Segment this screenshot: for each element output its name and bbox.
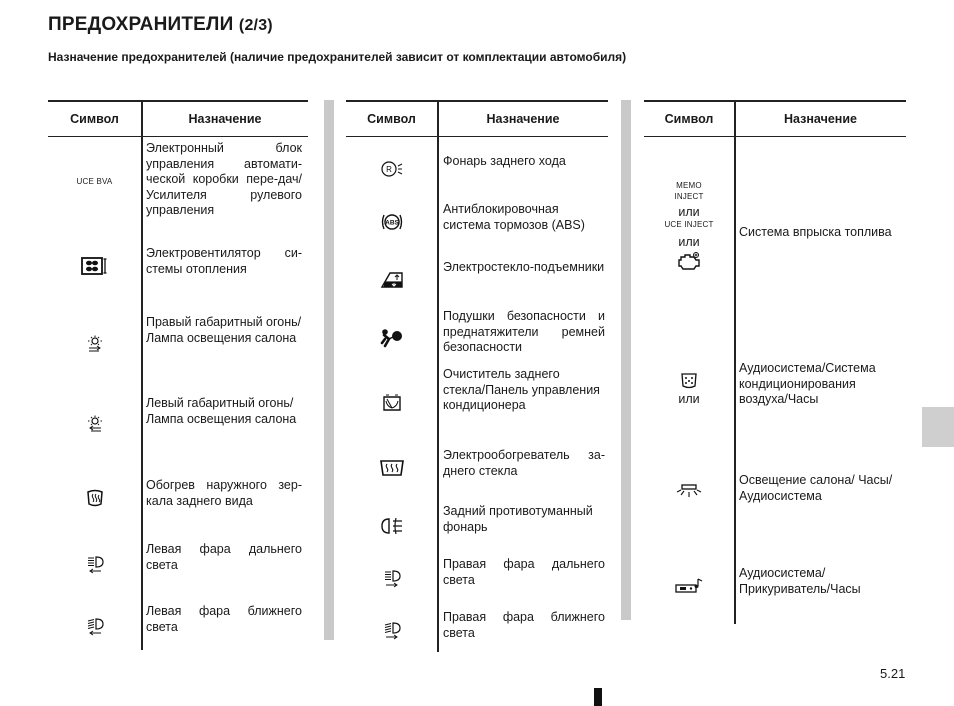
fuse-description: Аудиосистема/Система кондиционирования воздуха/Часы bbox=[739, 361, 876, 406]
fuse-description: Система впрыска топлива bbox=[739, 225, 892, 239]
or-label: или bbox=[678, 235, 700, 249]
fuse-description: Задний противотуманный фонарь bbox=[443, 504, 593, 534]
header-symbol: Символ bbox=[367, 112, 416, 126]
fuse-description: Очиститель заднего стекла/Панель управления кондиционера bbox=[443, 367, 600, 412]
header-purpose: Назначение bbox=[188, 112, 262, 126]
fuse-description: Левая фара ближнего света bbox=[146, 604, 302, 634]
fuse-description: Обогрев наружного зер-кала заднего вида bbox=[146, 478, 302, 508]
header-purpose: Назначение bbox=[486, 112, 560, 126]
left-low-beam-icon bbox=[85, 616, 105, 636]
or-label: или bbox=[678, 392, 700, 406]
fuse-description: Электростекло-подъемники bbox=[443, 260, 605, 274]
fuse-description: Фонарь заднего хода bbox=[443, 154, 566, 168]
radio-icon bbox=[674, 576, 704, 596]
uce-bva-label: UCE BVA bbox=[76, 176, 113, 186]
table-header bbox=[644, 100, 906, 137]
fuse-description: Левый габаритный огонь/Лампа освещения салона bbox=[146, 396, 297, 426]
fuse-description: Электронный блок управления автомати-ческой коробки пере-дач/Усилителя рулевого управления bbox=[146, 141, 302, 217]
column-divider bbox=[621, 100, 631, 620]
memo-inject-label: MEMO INJECT bbox=[674, 181, 704, 201]
fuse-description: Аудиосистема/ Прикуриватель/Часы bbox=[739, 566, 861, 596]
rear-defrost-icon bbox=[379, 458, 405, 478]
column-divider bbox=[324, 100, 334, 640]
subtitle: Назначение предохранителей (наличие предохранителей зависит от комплектации автомобиля) bbox=[48, 50, 627, 64]
abs-icon-label: ABS bbox=[384, 219, 399, 227]
fuse-description: Правая фара ближнего света bbox=[443, 610, 605, 640]
uce-inject-label: UCE INJECT bbox=[664, 220, 714, 229]
rear-wiper-icon bbox=[381, 393, 403, 413]
airbag-icon bbox=[379, 327, 405, 349]
fuse-description: Подушки безопасности и преднатяжители ремней безопасности bbox=[443, 309, 605, 354]
page-marker bbox=[594, 688, 602, 706]
fuse-description: Левая фара дальнего света bbox=[146, 542, 302, 572]
fuse-description: Освещение салона/ Часы/Аудиосистема bbox=[739, 473, 893, 503]
fuse-description: Правый габаритный огонь/Лампа освещения салона bbox=[146, 315, 302, 345]
section-tab bbox=[922, 407, 954, 447]
fuse-table-3 bbox=[644, 100, 906, 624]
table-header bbox=[48, 100, 308, 137]
left-parking-light-icon bbox=[85, 414, 105, 434]
fuse-description: Электровентилятор си-стемы отопления bbox=[146, 246, 302, 276]
engine-icon bbox=[676, 251, 702, 271]
right-low-beam-icon bbox=[382, 620, 402, 640]
interior-light-icon bbox=[676, 482, 702, 502]
svg-text:R: R bbox=[385, 165, 392, 174]
fuse-description: Правая фара дальнего света bbox=[443, 557, 605, 587]
table-header bbox=[346, 100, 608, 137]
fuse-description: Электрообогреватель за-днего стекла bbox=[443, 448, 605, 478]
header-symbol: Символ bbox=[664, 112, 714, 126]
rear-fog-light-icon bbox=[379, 516, 405, 536]
column-line bbox=[734, 100, 736, 624]
right-high-beam-icon bbox=[382, 568, 402, 588]
or-label: или bbox=[678, 205, 700, 219]
header-symbol: Символ bbox=[70, 112, 119, 126]
column-line bbox=[141, 100, 143, 650]
fuse-table-1 bbox=[48, 100, 308, 650]
page-title: ПРЕДОХРАНИТЕЛИ (2/3) bbox=[48, 14, 273, 35]
audio-icon bbox=[678, 370, 700, 390]
heated-mirror-icon bbox=[85, 488, 105, 508]
reverse-light-icon bbox=[380, 159, 404, 179]
abs-icon bbox=[380, 211, 404, 233]
column-line bbox=[437, 100, 439, 652]
right-parking-light-icon bbox=[85, 334, 105, 354]
left-high-beam-icon bbox=[85, 554, 105, 574]
fuse-description: Антиблокировочная система тормозов (ABS) bbox=[443, 202, 585, 232]
header-purpose: Назначение bbox=[784, 112, 857, 126]
power-window-icon bbox=[380, 270, 404, 290]
page-number: 5.21 bbox=[880, 666, 906, 681]
fuse-table-2 bbox=[346, 100, 608, 652]
heater-fan-icon bbox=[81, 257, 109, 275]
